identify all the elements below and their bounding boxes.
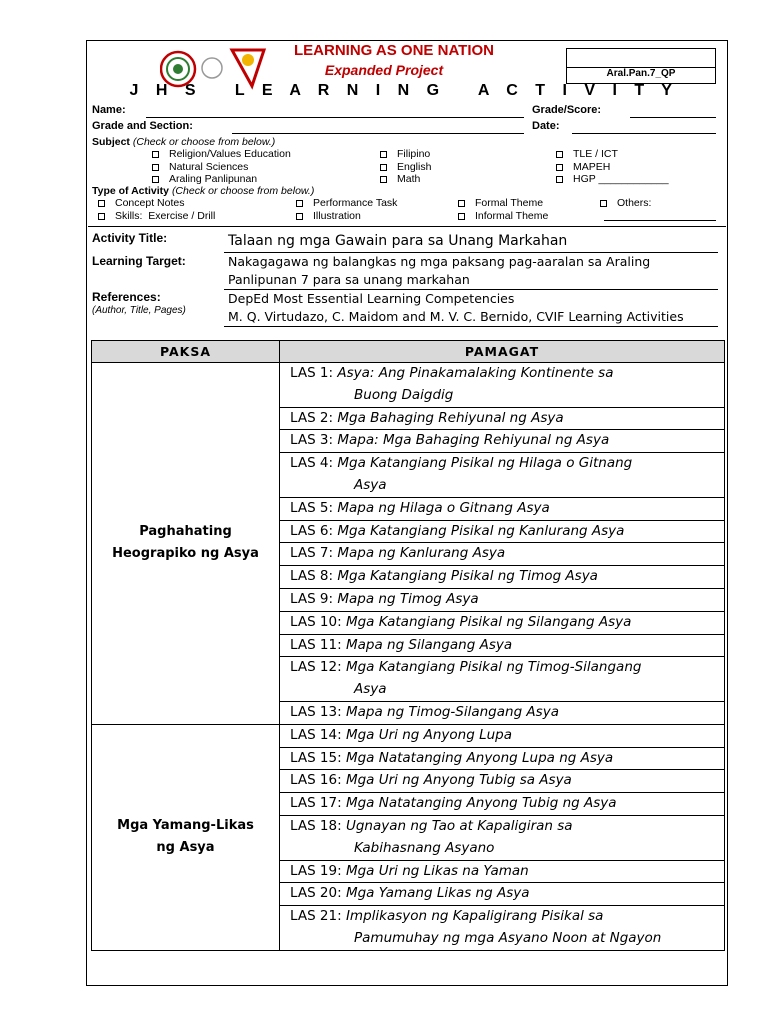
grade-score-label: Grade/Score: (532, 104, 602, 116)
las-number: LAS 13: (290, 703, 342, 720)
checkbox-icon[interactable] (556, 151, 563, 158)
checkbox-icon[interactable] (296, 200, 303, 207)
las-title-continued: Asya (354, 476, 387, 493)
las-number: LAS 15: (290, 749, 342, 766)
las-entry (280, 566, 725, 589)
las-title-continued: Asya (354, 681, 387, 698)
name-field[interactable] (146, 117, 524, 118)
las-entry (280, 520, 725, 543)
type-option[interactable]: Others: (600, 197, 651, 209)
las-number: LAS 7: (290, 545, 334, 562)
las-entry (280, 657, 725, 702)
las-number: LAS 19: (290, 862, 342, 879)
grade-score-field[interactable] (630, 117, 716, 118)
activity-title-underline (224, 252, 718, 253)
grade-section-label: Grade and Section: (92, 120, 193, 132)
type-heading (92, 185, 314, 197)
las-number: LAS 14: (290, 726, 342, 743)
las-title: Mga Uri ng Anyong Lupa (345, 726, 513, 743)
las-number: LAS 21: (290, 908, 342, 925)
las-title: Mga Katangiang Pisikal ng Timog Asya (337, 568, 598, 585)
las-entry (280, 634, 725, 657)
subject-heading (92, 136, 275, 148)
column-header-paksa: PAKSA (92, 341, 280, 363)
section-divider (88, 226, 726, 227)
subject-option[interactable]: TLE / ICT (556, 148, 618, 160)
las-number: LAS 17: (290, 795, 342, 812)
table-row (92, 363, 725, 408)
checkbox-icon[interactable] (380, 176, 387, 183)
learning-target-label: Learning Target: (92, 254, 186, 268)
las-number: LAS 18: (290, 817, 342, 834)
las-number: LAS 8: (290, 568, 334, 585)
las-title: Asya: Ang Pinakamalaking Kontinente sa (337, 365, 614, 381)
others-field[interactable] (604, 220, 716, 221)
las-title-continued: Kabihasnang Asyano (354, 839, 495, 856)
references-hint: (Author, Title, Pages) (92, 305, 186, 316)
checkbox-icon[interactable] (98, 213, 105, 220)
table-row (92, 724, 725, 747)
date-label: Date: (532, 120, 560, 132)
las-title: Mga Natatanging Anyong Lupa ng Asya (345, 749, 614, 766)
las-number: LAS 3: (290, 432, 334, 449)
topic-paghahating-heograpiko: Paghahating Heograpiko ng Asya (92, 363, 280, 725)
las-entry (280, 883, 725, 906)
las-number: LAS 12: (290, 659, 342, 676)
las-title: Mapa ng Timog Asya (337, 590, 479, 607)
las-number: LAS 10: (290, 613, 342, 630)
las-title: Mga Bahaging Rehiyunal ng Asya (337, 409, 564, 426)
las-number: LAS 9: (290, 590, 334, 607)
code-box (566, 48, 716, 84)
checkbox-icon[interactable] (152, 164, 159, 171)
las-entry (280, 770, 725, 793)
learning-target-line2: Panlipunan 7 para sa unang markahan (228, 272, 470, 287)
subject-option[interactable]: HGP ____________ (556, 173, 669, 185)
las-entry (280, 453, 725, 498)
learning-target-line1: Nakagagawa ng balangkas ng mga paksang pag-aaralan sa Araling (228, 254, 651, 269)
type-option[interactable]: Concept Notes (98, 197, 184, 209)
subject-label: Subject (92, 136, 130, 148)
activity-title-label: Activity Title: (92, 231, 168, 245)
type-option[interactable]: Formal Theme (458, 197, 543, 209)
activity-heading: J H S L E A R N I N G A C T I V I T Y (129, 82, 679, 99)
las-entry (280, 543, 725, 566)
las-number: LAS 5: (290, 499, 334, 516)
checkbox-icon[interactable] (152, 176, 159, 183)
checkbox-icon[interactable] (556, 176, 563, 183)
subject-option[interactable]: MAPEH (556, 161, 610, 173)
las-title: Ugnayan ng Tao at Kapaligiran sa (345, 817, 573, 834)
las-title: Mga Natatanging Anyong Tubig ng Asya (345, 795, 617, 812)
name-label: Name: (92, 104, 126, 116)
las-number: LAS 4: (290, 455, 334, 472)
las-entry (280, 430, 725, 453)
subject-option[interactable]: Religion/Values Education (152, 148, 291, 160)
las-title: Mga Katangiang Pisikal ng Kanlurang Asya (337, 522, 625, 539)
references-line2: M. Q. Virtudazo, C. Maidom and M. V. C. Bernido, CVIF Learning Activities (228, 309, 684, 324)
las-title: Mapa ng Timog-Silangang Asya (345, 703, 559, 720)
las-title: Mga Katangiang Pisikal ng Silangang Asya (345, 613, 632, 630)
subject-option[interactable]: Natural Sciences (152, 161, 248, 173)
las-entry (280, 701, 725, 724)
subject-hint: (Check or choose from below.) (132, 136, 276, 148)
subject-option[interactable]: English (380, 161, 431, 173)
header-subtitle: Expanded Project (324, 62, 444, 78)
las-number: LAS 1: (290, 365, 334, 381)
las-title: Implikasyon ng Kapaligirang Pisikal sa (345, 908, 604, 925)
las-title: Mga Yamang Likas ng Asya (345, 885, 530, 902)
las-title: Mga Katangiang Pisikal ng Timog-Silangang (345, 659, 642, 676)
las-entry (280, 611, 725, 634)
checkbox-icon[interactable] (458, 213, 465, 220)
references-label: References: (92, 290, 161, 304)
references-line1: DepEd Most Essential Learning Competencies (228, 291, 515, 306)
checkbox-icon[interactable] (152, 151, 159, 158)
type-label: Type of Activity (92, 185, 170, 197)
las-number: LAS 2: (290, 409, 334, 426)
checkbox-icon[interactable] (600, 200, 607, 207)
las-entry (280, 407, 725, 430)
las-number: LAS 11: (290, 636, 342, 653)
las-title: Mapa: Mga Bahaging Rehiyunal ng Asya (337, 432, 610, 449)
las-entry (280, 588, 725, 611)
las-entry (280, 815, 725, 860)
activity-code: Aral.Pan.7_QP (606, 68, 676, 79)
las-entry (280, 747, 725, 770)
subject-option[interactable]: Araling Panlipunan (152, 173, 257, 185)
checkbox-icon[interactable] (98, 200, 105, 207)
type-option[interactable]: Skills: Exercise / Drill (98, 210, 215, 222)
learning-target-underline (224, 289, 718, 290)
subject-option[interactable]: Math (380, 173, 420, 185)
las-title: Mapa ng Kanlurang Asya (337, 545, 506, 562)
las-number: LAS 20: (290, 885, 342, 902)
las-entry (280, 793, 725, 816)
checkbox-icon[interactable] (380, 151, 387, 158)
las-title-continued: Pamumuhay ng mga Asyano Noon at Ngayon (354, 929, 662, 946)
activity-table (91, 340, 725, 951)
las-entry (280, 906, 725, 951)
subject-option[interactable]: Filipino (380, 148, 430, 160)
las-title: Mga Uri ng Anyong Tubig sa Asya (345, 772, 572, 789)
las-number: LAS 16: (290, 772, 342, 789)
checkbox-icon[interactable] (380, 164, 387, 171)
grade-section-field[interactable] (232, 133, 524, 134)
las-title: Mapa ng Silangang Asya (345, 636, 513, 653)
las-entry (280, 724, 725, 747)
type-option[interactable]: Informal Theme (458, 210, 548, 222)
header-title: LEARNING AS ONE NATION (293, 42, 494, 59)
las-number: LAS 6: (290, 522, 334, 539)
las-entry (280, 363, 725, 408)
type-option[interactable]: Illustration (296, 210, 361, 222)
las-title: Mapa ng Hilaga o Gitnang Asya (337, 499, 550, 516)
type-hint: (Check or choose from below.) (171, 185, 315, 197)
date-field[interactable] (572, 133, 716, 134)
activity-title-value: Talaan ng mga Gawain para sa Unang Markahan (228, 233, 568, 249)
las-entry (280, 497, 725, 520)
references-underline (224, 326, 718, 327)
type-option[interactable]: Performance Task (296, 197, 397, 209)
column-header-pamagat: PAMAGAT (280, 341, 725, 363)
las-entry (280, 860, 725, 883)
las-title-continued: Buong Daigdig (354, 386, 454, 403)
checkbox-icon[interactable] (458, 200, 465, 207)
topic-yamang-likas: Mga Yamang-Likas ng Asya (92, 724, 280, 950)
checkbox-icon[interactable] (296, 213, 303, 220)
checkbox-icon[interactable] (556, 164, 563, 171)
las-title: Mga Katangiang Pisikal ng Hilaga o Gitnang (337, 455, 633, 472)
las-title: Mga Uri ng Likas na Yaman (345, 862, 529, 879)
